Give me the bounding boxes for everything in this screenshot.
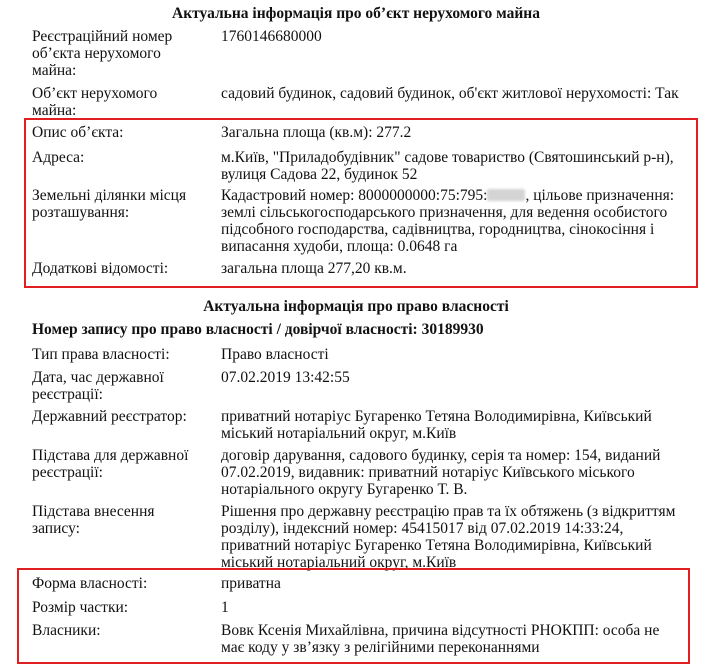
row-value: м.Київ, "Приладобудівник" садове товариство (Святошинський р-н), вулиця Садова 22, будинок 52 — [221, 149, 674, 183]
row-value: 1760146680000 — [221, 28, 322, 45]
row-value: Рішення про державну реєстрацію прав та їх обтяжень (з відкриттям розділу), індексний номер: 45415017 від 07.02.2019 14:33:24, приватний нотаріус Бугаренко Тетяна Володимирівна, Київський міський нотаріальний округ, м.Київ — [221, 503, 676, 571]
row-label: Власники: — [32, 622, 101, 639]
highlight-box-object — [24, 118, 698, 288]
ownership-record-number: Номер запису про право власності / довірчої власності: 30189930 — [32, 321, 484, 338]
row-label: Розмір частки: — [32, 599, 129, 616]
row-label: Державний реєстратор: — [32, 408, 187, 425]
row-value: загальна площа 277,20 кв.м. — [221, 260, 407, 277]
row-label: Об’єкт нерухомого майна: — [32, 85, 158, 119]
row-value: договір дарування, садового будинку, серія та номер: 154, виданий 07.02.2019, видавник: приватний нотаріус Київського міського нотаріального округу Бугаренко Т. В. — [221, 447, 661, 498]
row-label: Опис об’єкта: — [32, 124, 124, 141]
row-value: Право власності — [221, 346, 329, 363]
row-label: Тип права власності: — [32, 346, 170, 363]
row-value: 07.02.2019 13:42:55 — [221, 369, 350, 386]
row-label: Адреса: — [32, 149, 85, 166]
row-value: садовий будинок, садовий будинок, об'єкт житлової нерухомості: Так — [221, 85, 679, 102]
row-label: Підстава внесення запису: — [32, 503, 155, 537]
row-value: Кадастровий номер: 8000000000:75:795: , цільове призначення: землі сільськогосподарського призначення, для ведення особистого підсобного господарства, садівництва, городництва, сінокосіння і випасання худоби, площа: 0.0648 га — [221, 187, 675, 255]
row-value: 1 — [221, 599, 229, 616]
highlight-box-owners — [17, 568, 690, 664]
property-section-title: Актуальна інформація про об’єкт нерухомого майна — [172, 5, 540, 22]
ownership-section-title: Актуальна інформація про право власності — [203, 298, 509, 315]
row-value: приватна — [221, 575, 281, 592]
row-label: Дата, час державної реєстрації: — [32, 369, 164, 403]
row-value: приватний нотаріус Бугаренко Тетяна Володимирівна, Київський міський нотаріальний округ, м.Київ — [221, 408, 652, 442]
row-label: Форма власності: — [32, 575, 148, 592]
row-value: Загальна площа (кв.м): 277.2 — [221, 124, 412, 141]
row-label: Підстава для державної реєстрації: — [32, 447, 189, 481]
row-label: Додаткові відомості: — [32, 260, 169, 277]
row-value: Вовк Ксенія Михайлівна, причина відсутності РНОКПП: особа не має коду у зв’язку з релігійними переконаннями — [221, 622, 660, 656]
row-label: Земельні ділянки місця розташування: — [32, 187, 187, 221]
row-label: Реєстраційний номер об’єкта нерухомого майна: — [32, 28, 173, 79]
